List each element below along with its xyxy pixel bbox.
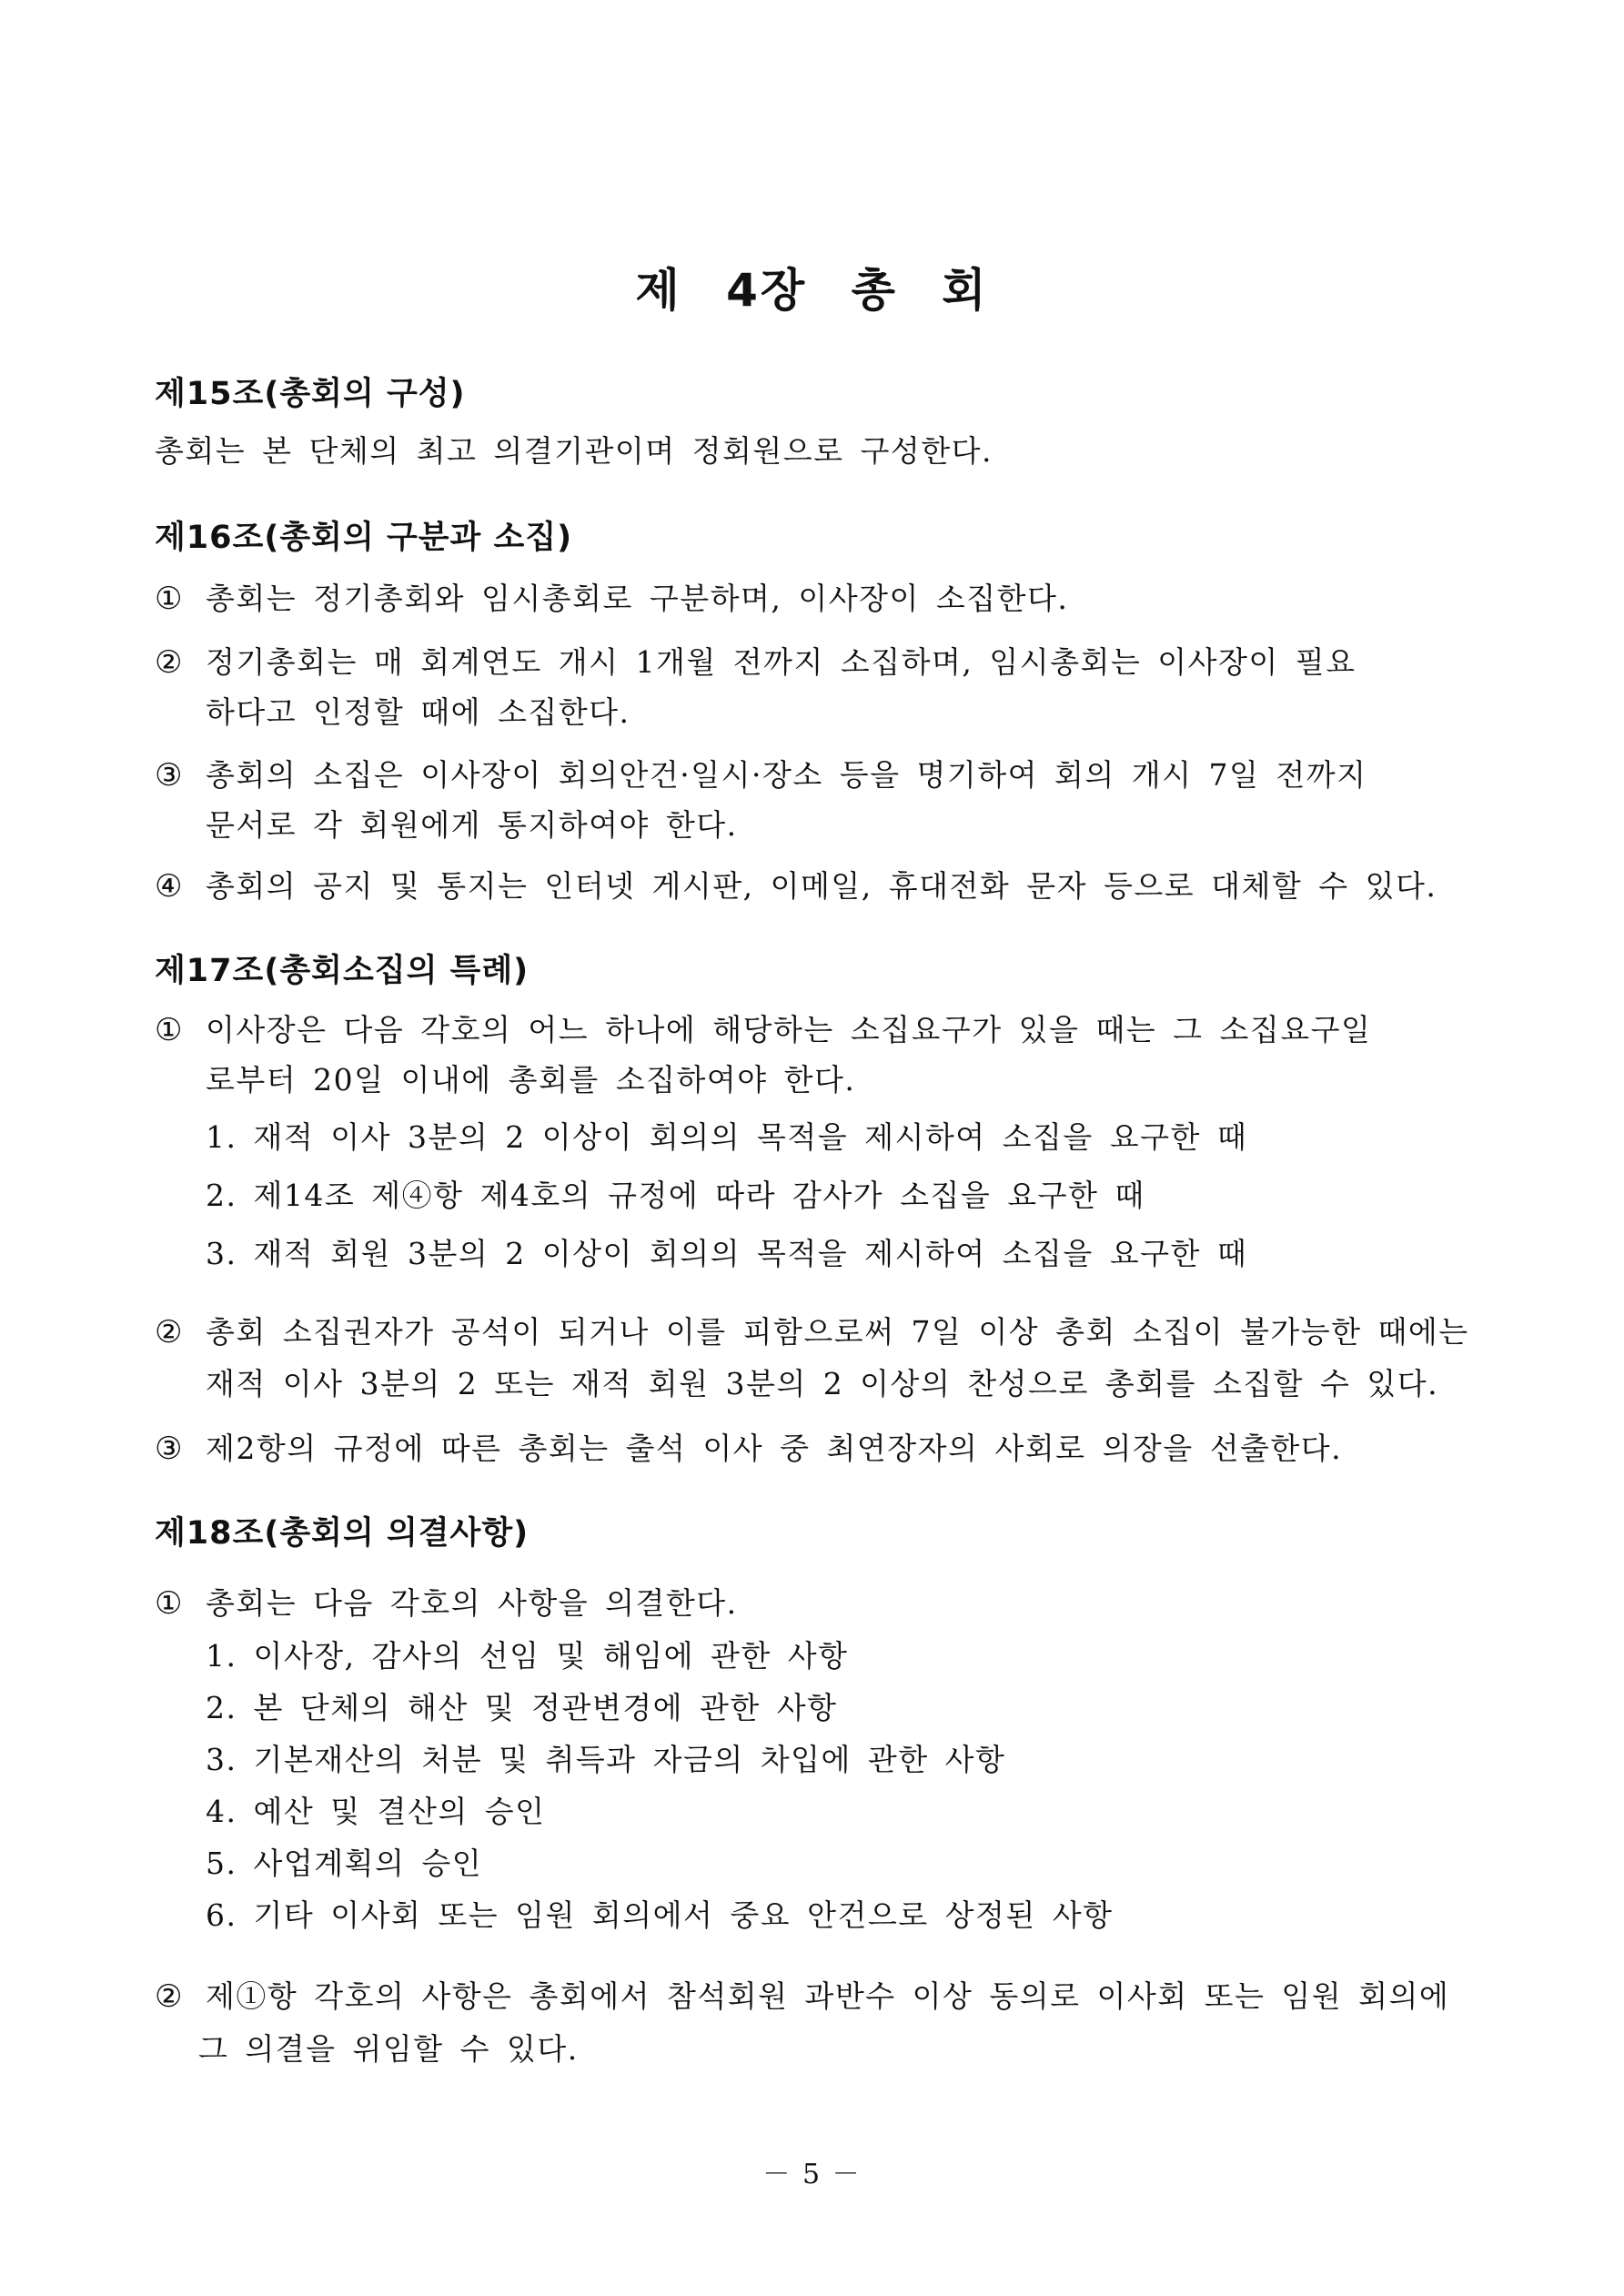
- article-17-para-1-line-1: 이사장은 다음 각호의 어느 하나에 해당하는 소집요구가 있을 때는 그 소집요구일: [206, 1012, 1372, 1047]
- article-18-item-3: 3. 기본재산의 처분 및 취득과 자금의 차입에 관한 사항: [206, 1742, 1006, 1777]
- article-18-para-2-line-1: 제①항 각호의 사항은 총회에서 참석회원 과반수 이상 동의로 이사회 또는 임원 회의에: [206, 1978, 1450, 2014]
- article-16-para-3-number: ③: [155, 757, 183, 794]
- article-16-para-3-line-2: 문서로 각 회원에게 통지하여야 한다.: [206, 807, 738, 843]
- article-16-para-2-number: ②: [155, 644, 183, 681]
- article-18-heading: 제18조(총회의 의결사항): [155, 1515, 530, 1552]
- article-18-para-1: 총회는 다음 각호의 사항을 의결한다.: [206, 1585, 738, 1621]
- article-18-para-1-number: ①: [155, 1585, 183, 1622]
- page-number: － 5 －: [762, 2159, 862, 2190]
- article-17-item-1: 1. 재적 이사 3분의 2 이상이 회의의 목적을 제시하여 소집을 요구한 때: [206, 1119, 1248, 1155]
- article-18-item-6: 6. 기타 이사회 또는 임원 회의에서 중요 안건으로 상정된 사항: [206, 1897, 1114, 1933]
- article-18-item-4: 4. 예산 및 결산의 승인: [206, 1794, 546, 1829]
- article-16-heading: 제16조(총회의 구분과 소집): [155, 520, 573, 556]
- article-17-para-2-number: ②: [155, 1314, 183, 1350]
- article-15-text: 총회는 본 단체의 최고 의결기관이며 정회원으로 구성한다.: [155, 433, 993, 469]
- article-16-para-1-number: ①: [155, 581, 183, 617]
- article-17-para-1-line-2: 로부터 20일 이내에 총회를 소집하여야 한다.: [206, 1062, 856, 1097]
- article-16-para-4: 총회의 공지 및 통지는 인터넷 게시판, 이메일, 휴대전화 문자 등으로 대체할 수 있다.: [206, 868, 1437, 904]
- article-17-para-3: 제2항의 규정에 따른 총회는 출석 이사 중 최연장자의 사회로 의장을 선출한다.: [206, 1431, 1343, 1466]
- article-15-heading: 제15조(총회의 구성): [155, 376, 466, 412]
- article-18-item-2: 2. 본 단체의 해산 및 정관변경에 관한 사항: [206, 1690, 838, 1725]
- article-18-para-2-line-2: 그 의결을 위임할 수 있다.: [198, 2031, 579, 2067]
- article-17-heading: 제17조(총회소집의 특례): [155, 953, 530, 989]
- article-16-para-4-number: ④: [155, 868, 183, 905]
- article-17-para-2-line-2: 재적 이사 3분의 2 또는 재적 회원 3분의 2 이상의 찬성으로 총회를 소집할 수 있다.: [206, 1366, 1439, 1401]
- chapter-title: 제 4장 총 회: [635, 264, 989, 317]
- article-16-para-2-line-2: 하다고 인정할 때에 소집한다.: [206, 694, 630, 730]
- article-17-item-3: 3. 재적 회원 3분의 2 이상이 회의의 목적을 제시하여 소집을 요구한 때: [206, 1236, 1248, 1271]
- article-16-para-1: 총회는 정기총회와 임시총회로 구분하며, 이사장이 소집한다.: [206, 581, 1069, 616]
- article-17-item-2: 2. 제14조 제④항 제4호의 규정에 따라 감사가 소집을 요구한 때: [206, 1178, 1145, 1213]
- article-18-item-1: 1. 이사장, 감사의 선임 및 해임에 관한 사항: [206, 1638, 849, 1674]
- article-17-para-2-line-1: 총회 소집권자가 공석이 되거나 이를 피함으로써 7일 이상 총회 소집이 불가능한 때에는: [206, 1314, 1469, 1350]
- article-17-para-3-number: ③: [155, 1431, 183, 1467]
- article-18-item-5: 5. 사업계획의 승인: [206, 1846, 483, 1881]
- article-16-para-2-line-1: 정기총회는 매 회계연도 개시 1개월 전까지 소집하며, 임시총회는 이사장이 필요: [206, 644, 1357, 680]
- article-18-para-2-number: ②: [155, 1978, 183, 2015]
- article-17-para-1-number: ①: [155, 1012, 183, 1048]
- article-16-para-3-line-1: 총회의 소집은 이사장이 회의안건·일시·장소 등을 명기하여 회의 개시 7일 전까지: [206, 757, 1367, 793]
